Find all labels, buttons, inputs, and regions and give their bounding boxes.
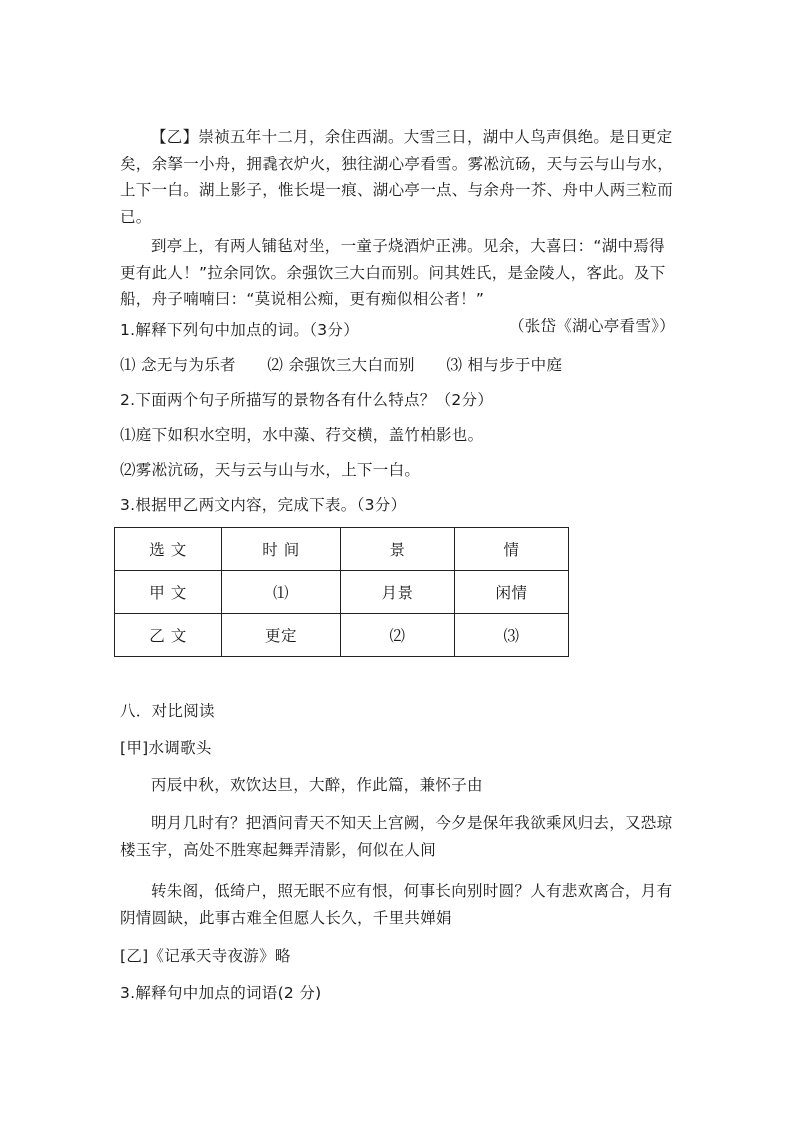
passage-yi-paragraph-1: 【乙】崇祯五年十二月，余住西湖。大雪三日，湖中人鸟声俱绝。是日更定矣，余拏一小舟，拥毳衣炉火，独往湖心亭看雪。雾凇沆砀，天与云与山与水，上下一白。湖上影子，惟长堤一痕、湖心亭一点、与余舟一芥、舟中人两三粒而已。: [120, 128, 674, 226]
table-header-cell: 景: [341, 528, 455, 571]
yi-text-title: [乙]《记承天寺夜游》略: [120, 947, 291, 965]
table-header-row: [115, 528, 569, 571]
table-cell: ⑵: [341, 614, 455, 657]
table-cell: 闲情: [455, 571, 569, 614]
table-row: [115, 614, 569, 657]
poem-stanza-1: 明月几时有？把酒问青天不知天上宫阙，今夕是保年我欲乘风归去，又恐琼楼玉宇，高处不胜寒起舞弄清影，何似在人间: [120, 814, 673, 859]
section-8-question-3: 3.解释句中加点的词语(2 分): [120, 984, 322, 1002]
question-2-sentence-b: ⑵雾凇沆砀，天与云与山与水，上下一白。: [120, 461, 421, 479]
question-2-sentence-a: ⑴庭下如积水空明，水中藻、荇交横，盖竹柏影也。: [120, 426, 484, 444]
poem-stanza-2: 转朱阁，低绮户，照无眠不应有恨，何事长向别时圆？人有悲欢离合，月有阴情圆缺，此事古难全但愿人长久，千里共婵娟: [120, 882, 673, 927]
question-3: 3.根据甲乙两文内容，完成下表。（3分）: [120, 496, 407, 514]
table-cell: ⑶: [455, 614, 569, 657]
table-header-cell: 选 文: [115, 528, 222, 571]
table-row: [115, 571, 569, 614]
table-cell: 乙 文: [115, 614, 222, 657]
table-header-cell: 时 间: [222, 528, 341, 571]
question-1-items: ⑴ 念无与为乐者 ⑵ 余强饮三大白而别 ⑶ 相与步于中庭: [120, 356, 563, 374]
table-cell: 更定: [222, 614, 341, 657]
table-header-cell: 情: [455, 528, 569, 571]
table-cell: ⑴: [222, 571, 341, 614]
section-8-title: 八．对比阅读: [120, 702, 215, 720]
jia-poem-title: [甲]水调歌头: [120, 739, 212, 757]
table-cell: 甲 文: [115, 571, 222, 614]
table-cell: 月景: [341, 571, 455, 614]
comparison-table: [114, 527, 569, 657]
poem-preface: 丙辰中秋，欢饮达旦，大醉，作此篇，兼怀子由: [151, 776, 483, 794]
passage-yi-paragraph-2-text: 到亭上，有两人铺毡对坐，一童子烧酒炉正沸。见余，大喜曰：“湖中焉得更有此人！”拉余同饮。余强饮三大白而别。问其姓氏，是金陵人，客此。及下船，舟子喃喃曰：“莫说相公痴，更有痴似相公者！”: [120, 237, 666, 308]
question-1: 1.解释下列句中加点的词。（3分）: [120, 321, 360, 339]
passage-yi-source: （张岱《湖心亭看雪》）: [508, 316, 675, 335]
question-2: 2.下面两个句子所描写的景物各有什么特点？（2分）: [120, 391, 494, 409]
